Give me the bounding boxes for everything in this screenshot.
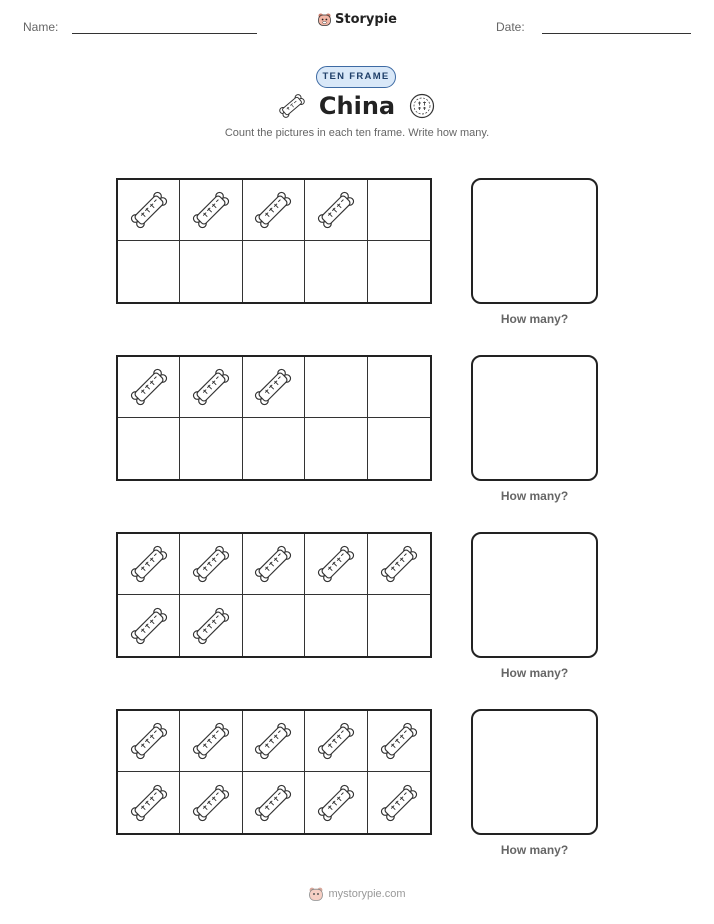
ten-frame-cell: [180, 418, 242, 479]
firecracker-icon: [128, 189, 170, 231]
firecracker-icon: [378, 782, 420, 824]
ten-frame-cell: [305, 772, 367, 833]
firecracker-icon: [190, 720, 232, 762]
firecracker-icon: [252, 189, 294, 231]
ten-frame-cell: [118, 357, 180, 418]
answer-box-2[interactable]: [471, 355, 598, 481]
firecracker-icon: [378, 720, 420, 762]
firecracker-icon: [190, 366, 232, 408]
ten-frame-cell: [118, 534, 180, 595]
ten-frame-cell: [305, 357, 367, 418]
ten-frame-cell: [368, 711, 430, 772]
ten-frame-cell: [243, 534, 305, 595]
ten-frame-cell: [305, 180, 367, 241]
firecracker-icon: [315, 543, 357, 585]
storypie-mascot-icon: [317, 12, 332, 27]
ten-frame-cell: [118, 241, 180, 302]
ten-frame-3: [116, 532, 432, 658]
ten-frame-cell: [368, 180, 430, 241]
ten-frame-cell: [180, 357, 242, 418]
page-title: China: [318, 92, 396, 120]
firecracker-icon: [128, 782, 170, 824]
ten-frame-4: [116, 709, 432, 835]
ten-frame-cell: [118, 595, 180, 656]
ten-frame-1: [116, 178, 432, 304]
ten-frame-cell: [243, 180, 305, 241]
ten-frame-cell: [368, 534, 430, 595]
ten-frame-cell: [118, 711, 180, 772]
ten-frame-cell: [243, 418, 305, 479]
ten-frame-cell: [368, 241, 430, 302]
ten-frame-cell: [368, 772, 430, 833]
ten-frame-cell: [305, 241, 367, 302]
firecracker-icon: [190, 782, 232, 824]
storypie-logo: [0, 12, 714, 32]
ten-frame-cell: [180, 241, 242, 302]
ten-frame-cell: [243, 772, 305, 833]
ten-frame-cell: [368, 357, 430, 418]
firecracker-icon: [128, 720, 170, 762]
firecracker-icon: [315, 189, 357, 231]
firecracker-icon: [252, 543, 294, 585]
ten-frame-cell: [243, 711, 305, 772]
firecracker-icon: [190, 605, 232, 647]
ten-frame-cell: [180, 180, 242, 241]
date-label: Date:: [496, 20, 525, 34]
ten-frame-cell: [118, 180, 180, 241]
instructions: Count the pictures in each ten frame. Write how many.: [224, 127, 490, 139]
firecracker-icon: [190, 189, 232, 231]
firecracker-icon: [252, 720, 294, 762]
ten-frame-cell: [243, 357, 305, 418]
firecracker-icon: [252, 782, 294, 824]
footer-url: mystorypie.com: [328, 888, 406, 900]
ten-frame-cell: [305, 595, 367, 656]
name-line[interactable]: [72, 33, 257, 34]
ten-frame-cell: [305, 534, 367, 595]
ten-frame-cell: [243, 595, 305, 656]
firecracker-icon: [128, 543, 170, 585]
footer: [0, 886, 714, 907]
firecracker-icon: [315, 782, 357, 824]
firecracker-icon: [128, 605, 170, 647]
ten-frame-cell: [305, 418, 367, 479]
storypie-mascot-icon: [308, 886, 324, 902]
ten-frame-cell: [180, 711, 242, 772]
firecracker-icon: [190, 543, 232, 585]
name-label: Name:: [23, 20, 59, 34]
ten-frame-badge: TEN FRAME: [316, 66, 396, 88]
ten-frame-cell: [368, 595, 430, 656]
logo-text: Storypie: [335, 12, 397, 27]
firecracker-icon: [315, 720, 357, 762]
answer-box-1[interactable]: [471, 178, 598, 304]
ten-frame-cell: [368, 418, 430, 479]
ten-frame-cell: [243, 241, 305, 302]
how-many-label-4: How many?: [500, 843, 569, 857]
ten-frame-cell: [180, 595, 242, 656]
date-line[interactable]: [542, 33, 691, 34]
firecracker-icon: [128, 366, 170, 408]
how-many-label-2: How many?: [500, 489, 569, 503]
title-row: [0, 92, 714, 126]
ten-frame-cell: [180, 772, 242, 833]
firecracker-icon: [378, 543, 420, 585]
ten-frame-cell: [118, 418, 180, 479]
how-many-label-1: How many?: [500, 312, 569, 326]
answer-box-4[interactable]: [471, 709, 598, 835]
answer-box-3[interactable]: [471, 532, 598, 658]
ten-frame-cell: [180, 534, 242, 595]
how-many-label-3: How many?: [500, 666, 569, 680]
ten-frame-cell: [118, 772, 180, 833]
firecracker-icon: [252, 366, 294, 408]
ten-frame-2: [116, 355, 432, 481]
firecracker-icon: [278, 92, 306, 120]
mooncake-icon: [408, 92, 436, 120]
ten-frame-cell: [305, 711, 367, 772]
